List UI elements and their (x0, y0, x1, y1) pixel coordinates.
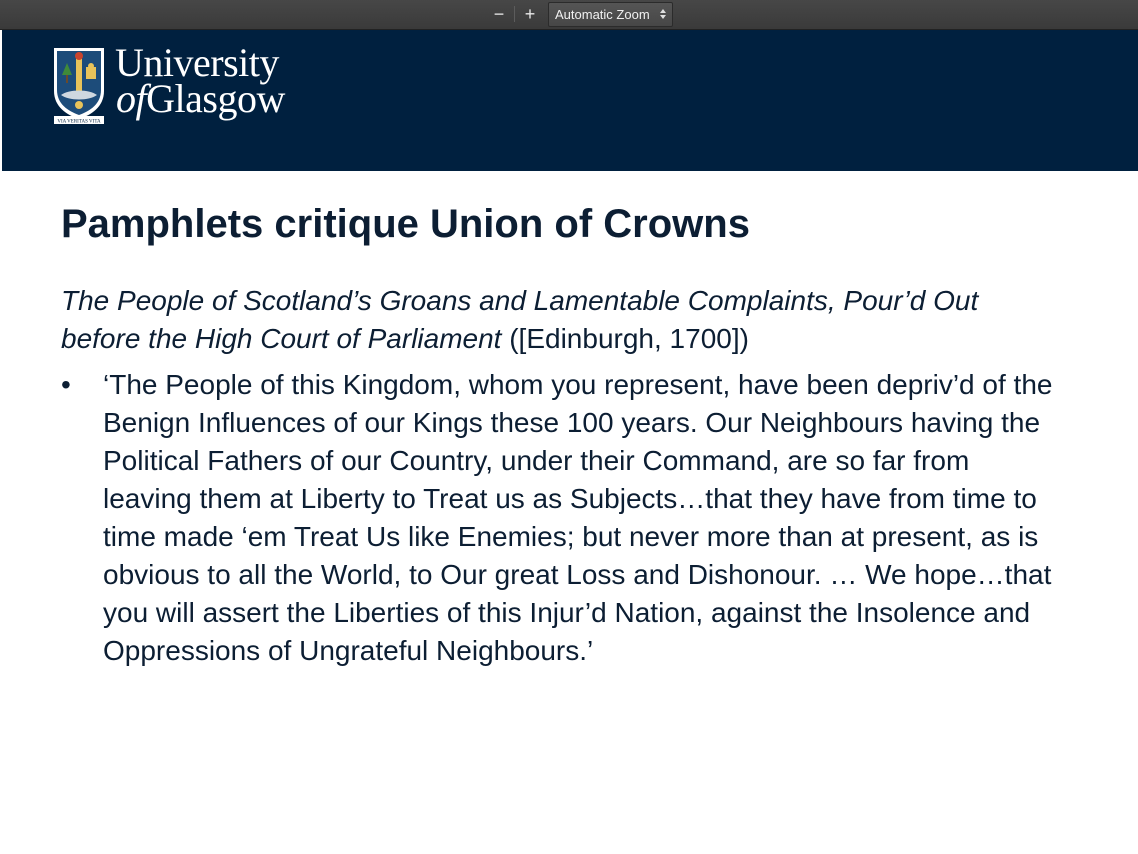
zoom-select[interactable] (548, 2, 673, 27)
toolbar-separator (514, 6, 515, 22)
zoom-in-button[interactable]: + (524, 4, 536, 24)
university-logo-text (115, 40, 285, 121)
slide-title: Pamphlets critique Union of Crowns (61, 202, 750, 246)
university-crest-icon (53, 47, 105, 125)
zoom-out-button[interactable]: − (493, 4, 505, 24)
select-arrows-icon (660, 8, 666, 20)
logo-line-1: University (115, 40, 279, 85)
pdf-toolbar (0, 0, 1138, 30)
logo-of: of (116, 76, 147, 121)
zoom-select-value: Automatic Zoom (555, 7, 650, 22)
publication-info: ([Edinburgh, 1700]) (501, 323, 749, 354)
bullet-marker: • (61, 369, 71, 400)
list-item (61, 366, 1061, 670)
pamphlet-title: The People of Scotland’s Groans and Lamentable Complaints, Pour’d Out before the High Court of Parliament (61, 285, 979, 354)
quote-text: ‘The People of this Kingdom, whom you represent, have been depriv’d of the Benign Influences of our Kings these 100 years. Our Neighbours having the Political Fathers of our Country, under their Command, are so far from leaving them at Liberty to Treat us as Subjects…that they have from time to time made ‘em Treat Us like Enemies; but never more than at present, as is obvious to all the World, to Our great Loss and Dishonour. … We hope…that you will assert the Liberties of this Injur’d Nation, against the Insolence and Oppressions of Ungrateful Neighbours.’ (103, 369, 1053, 666)
university-banner (2, 30, 1138, 171)
motto-text: VIA VERITAS VITA (57, 119, 101, 125)
logo-line-2: Glasgow (146, 76, 285, 121)
source-citation (61, 282, 1061, 358)
quote-list (61, 366, 1061, 670)
